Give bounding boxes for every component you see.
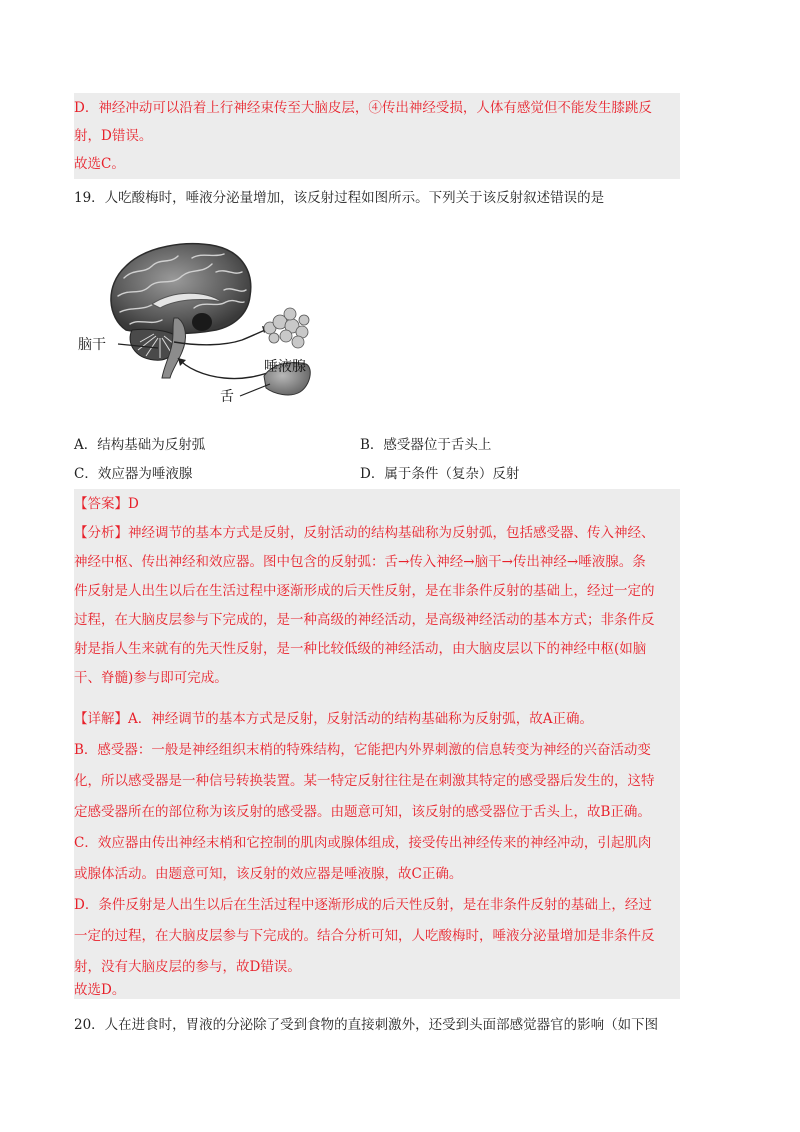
analysis-line: 神经中枢、传出神经和效应器。图中包含的反射弧：舌→传入神经→脑干→传出神经→唾液腺。条 xyxy=(74,554,646,570)
detail-line: 化，所以感受器是一种信号转换装置。某一特定反射往往是在刺激其特定的感受器后发生的，这特 xyxy=(74,773,655,789)
option-a: A．结构基础为反射弧 xyxy=(74,437,206,453)
previous-answer-block xyxy=(74,93,680,179)
detail-line: 定感受器所在的部位称为该反射的感受器。由题意可知，该反射的感受器位于舌头上，故B正确。 xyxy=(74,804,651,820)
answer-line: 【答案】D xyxy=(74,496,139,512)
detail-line: 一定的过程，在大脑皮层参与下完成的。结合分析可知，人吃酸梅时，唾液分泌量增加是非条件反 xyxy=(74,928,655,944)
label-brainstem: 脑干 xyxy=(78,337,106,353)
analysis-line: 件反射是人出生以后在生活过程中逐渐形成的后天性反射，是在非条件反射的基础上，经过一定的 xyxy=(74,583,655,599)
option-b: B．感受器位于舌头上 xyxy=(360,437,492,453)
analysis-line: 【分析】神经调节的基本方式是反射，反射活动的结构基础称为反射弧，包括感受器、传入神经、 xyxy=(74,525,655,541)
analysis-line: 干、脊髓)参与即可完成。 xyxy=(74,670,228,686)
detail-line: 或腺体活动。由题意可知，该反射的效应器是唾液腺，故C正确。 xyxy=(74,866,463,882)
detail-line: C．效应器由传出神经末梢和它控制的肌肉或腺体组成，接受传出神经传来的神经冲动，引起肌肉 xyxy=(74,835,652,851)
question-19-stem: 19．人吃酸梅时，唾液分泌量增加，该反射过程如图所示。下列关于该反射叙述错误的是 xyxy=(74,190,605,206)
prev-answer-conclusion: 故选C。 xyxy=(74,156,125,172)
option-c: C．效应器为唾液腺 xyxy=(74,466,193,482)
detail-line: D．条件反射是人出生以后在生活过程中逐渐形成的后天性反射，是在非条件反射的基础上，经过 xyxy=(74,897,652,913)
brain-illustration xyxy=(74,238,334,408)
answer-explanation-block xyxy=(74,489,680,999)
conclusion-line: 故选D。 xyxy=(74,982,126,998)
option-d: D．属于条件（复杂）反射 xyxy=(360,466,520,482)
analysis-line: 射是指人生来就有的先天性反射，是一种比较低级的神经活动，由大脑皮层以下的神经中枢(如脑 xyxy=(74,641,647,657)
reflex-arc-figure xyxy=(74,238,334,408)
detail-line: B．感受器：一般是神经组织末梢的特殊结构，它能把内外界刺激的信息转变为神经的兴奋活动变 xyxy=(74,742,651,758)
prev-answer-line: 射，D错误。 xyxy=(74,128,153,144)
detail-line: 射，没有大脑皮层的参与，故D错误。 xyxy=(74,959,301,975)
question-20-stem: 20．人在进食时，胃液的分泌除了受到食物的直接刺激外，还受到头面部感觉器官的影响（如下图 xyxy=(74,1017,659,1033)
label-salivary-gland: 唾液腺 xyxy=(264,359,306,375)
analysis-line: 过程，在大脑皮层参与下完成的，是一种高级的神经活动，是高级神经活动的基本方式；非条件反 xyxy=(74,612,655,628)
prev-answer-line: D．神经冲动可以沿着上行神经束传至大脑皮层，④传出神经受损，人体有感觉但不能发生膝跳反 xyxy=(74,100,652,116)
detail-line: 【详解】A．神经调节的基本方式是反射，反射活动的结构基础称为反射弧，故A正确。 xyxy=(74,711,593,727)
label-tongue: 舌 xyxy=(220,389,234,405)
